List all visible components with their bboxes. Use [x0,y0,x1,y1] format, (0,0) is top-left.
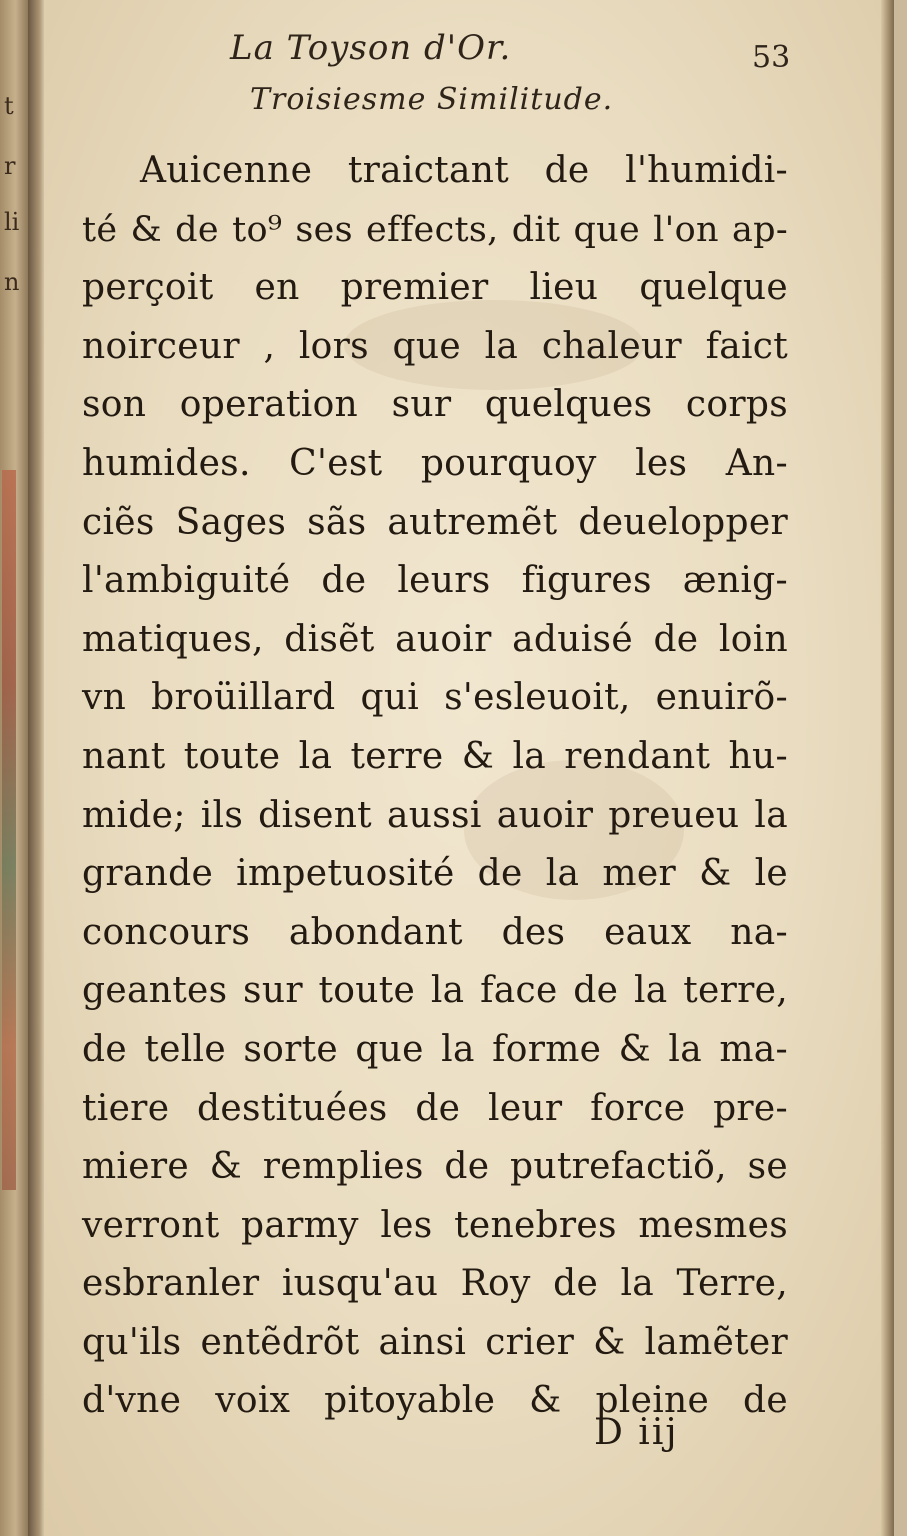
text-line: verront parmy les tenebres mesmes [82,1204,788,1246]
text-line: concours abondant des eaux na- [82,911,788,953]
text-line: tiere destituées de leur force pre- [82,1087,788,1129]
section-title: Troisiesme Similitude. [250,82,614,117]
book-gutter [28,0,44,1536]
body-text [82,142,788,1431]
previous-page-edge [0,0,28,1536]
text-line: mide; ils disent aussi auoir preueu la [82,794,788,836]
text-line: Auicenne traictant de l'humidi- [140,150,788,191]
previous-page-letter: li [4,208,20,236]
running-header: La Toyson d'Or. [230,28,512,68]
previous-page-illustration-strip [2,470,16,1190]
previous-page-letter: t [4,92,14,120]
text-line: grande impetuosité de la mer & le [82,853,788,895]
text-line: l'ambiguité de leurs figures ænig- [82,560,788,602]
text-line: humides. C'est pourquoy les An- [82,442,788,484]
text-line: vn broüillard qui s'esleuoit, enuirõ- [82,677,788,719]
text-line: qu'ils entẽdrõt ainsi crier & lamẽter [82,1321,788,1363]
text-line: noirceur , lors que la chaleur faict [82,325,788,367]
previous-page-letter: n [4,268,20,296]
text-line: nant toute la terre & la rendant hu- [82,735,788,777]
text-line: perçoit en premier lieu quelque [82,267,788,309]
text-line: de telle sorte que la forme & la ma- [82,1028,788,1070]
signature-mark: D iij [594,1412,679,1453]
previous-page-letter: r [4,152,16,180]
text-line: té & de to⁹ ses effects, dit que l'on ap- [82,209,788,250]
text-line: matiques, disẽt auoir aduisé de loin [82,618,788,660]
text-line: d'vne voix pitoyable & pleine de [82,1380,788,1422]
text-line: ciẽs Sages sãs autremẽt deuelopper [82,501,788,543]
text-line: esbranler iusqu'au Roy de la Terre, [82,1263,788,1305]
page-fore-edge [881,0,894,1536]
text-line: geantes sur toute la face de la terre, [82,970,788,1012]
text-line: son operation sur quelques corps [82,384,788,426]
page-number: 53 [752,40,791,75]
text-line: miere & remplies de putrefactiõ, se [82,1146,788,1188]
